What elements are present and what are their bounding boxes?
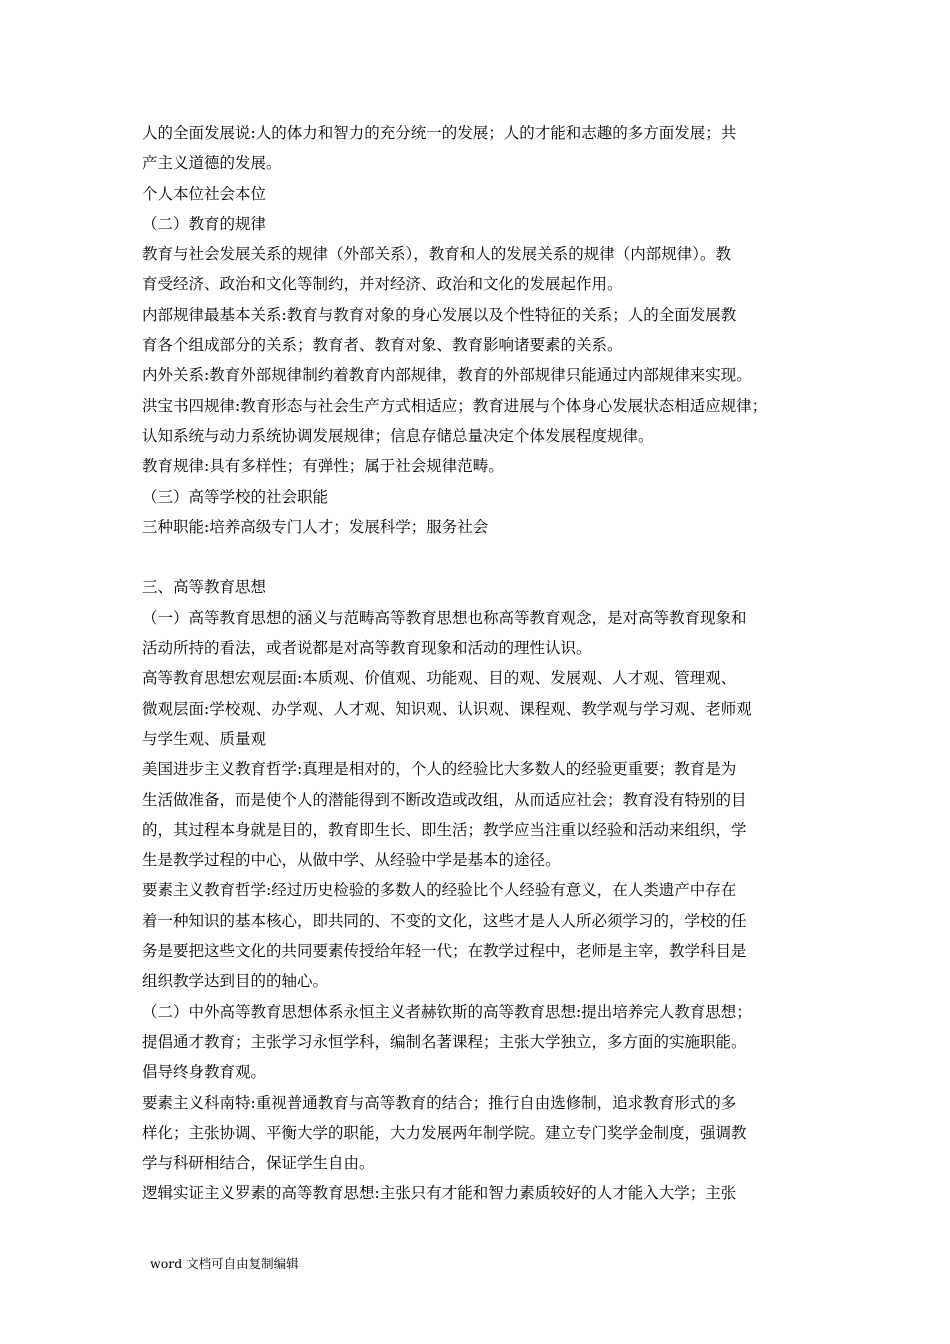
text-line: 着一种知识的基本核心，即共同的、不变的文化，这些才是人人所必须学习的，学校的任	[142, 911, 747, 930]
text-line: 美国进步主义教育哲学:真理是相对的，个人的经验比大多数人的经验更重要；教育是为	[142, 760, 737, 779]
text-line: 组织教学达到目的的轴心。	[142, 972, 329, 991]
text-line: 务是要把这些文化的共同要素传授给年轻一代；在教学过程中，老师是主宰，教学科目是	[142, 942, 747, 961]
text-line: （二）教育的规律	[142, 214, 267, 233]
text-line: 三种职能:培养高级专门人才；发展科学；服务社会	[142, 517, 489, 536]
text-line: 认知系统与动力系统协调发展规律；信息存储总量决定个体发展程度规律。	[142, 426, 654, 445]
text-line: 微观层面:学校观、办学观、人才观、知识观、认识观、课程观、教学观与学习观、老师观	[142, 699, 752, 718]
document-body	[142, 118, 822, 1209]
text-line: 洪宝书四规律:教育形态与社会生产方式相适应；教育进展与个体身心发展状态相适应规律；	[142, 396, 768, 415]
text-line: 高等教育思想宏观层面:本质观、价值观、功能观、目的观、发展观、人才观、管理观、	[142, 669, 737, 688]
text-line: 人的全面发展说:人的体力和智力的充分统一的发展；人的才能和志趣的多方面发展；共	[142, 124, 737, 142]
text-line: 育各个组成部分的关系；教育者、教育对象、教育影响诸要素的关系。	[142, 336, 623, 355]
text-line: 活动所持的看法，或者说都是对高等教育现象和活动的理性认识。	[142, 639, 592, 658]
text-line: 生活做准备，而是使个人的潜能得到不断改造或改组，从而适应社会；教育没有特别的目	[142, 790, 747, 809]
text-line: 三、高等教育思想	[142, 578, 267, 597]
text-line: 育受经济、政治和文化等制约，并对经济、政治和文化的发展起作用。	[142, 275, 623, 294]
text-line: 个人本位社会本位	[142, 184, 267, 203]
text-line: （一）高等教育思想的涵义与范畴高等教育思想也称高等教育观念，是对高等教育现象和	[142, 608, 747, 627]
text-line: 逻辑实证主义罗素的高等教育思想:主张只有才能和智力素质较好的人才能入大学；主张	[142, 1184, 737, 1203]
text-line: 与学生观、质量观	[142, 729, 267, 748]
text-line: （二）中外高等教育思想体系永恒主义者赫钦斯的高等教育思想:提出培养完人教育思想；	[142, 1002, 752, 1021]
text-line: 内外关系:教育外部规律制约着教育内部规律，教育的外部规律只能通过内部规律来实现。	[142, 366, 752, 385]
blank-line	[142, 542, 822, 572]
text-line: 教育规律:具有多样性；有弹性；属于社会规律范畴。	[142, 457, 504, 476]
text-line: 提倡通才教育；主张学习永恒学科，编制名著课程；主张大学独立，多方面的实施职能。	[142, 1032, 747, 1051]
text-line: 学与科研相结合，保证学生自由。	[142, 1154, 375, 1173]
text-line: 生是教学过程的中心，从做中学、从经验中学是基本的途径。	[142, 851, 561, 870]
page-footer: word 文档可自由复制编辑	[150, 1256, 299, 1271]
text-line: 要素主义科南特:重视普通教育与高等教育的结合；推行自由选修制，追求教育形式的多	[142, 1093, 737, 1112]
text-line: 产主义道德的发展。	[142, 154, 282, 173]
text-line: 样化；主张协调、平衡大学的职能，大力发展两年制学院。建立专门奖学金制度，强调教	[142, 1123, 747, 1142]
text-line: （三）高等学校的社会职能	[142, 487, 329, 506]
text-line: 要素主义教育哲学:经过历史检验的多数人的经验比个人经验有意义，在人类遗产中存在	[142, 881, 737, 900]
text-line: 内部规律最基本关系:教育与教育对象的身心发展以及个性特征的关系；人的全面发展教	[142, 305, 737, 324]
text-line: 的，其过程本身就是目的，教育即生长、即生活；教学应当注重以经验和活动来组织，学	[142, 820, 747, 839]
text-line: 教育与社会发展关系的规律（外部关系），教育和人的发展关系的规律（内部规律）。教	[142, 245, 732, 264]
text-line: 倡导终身教育观。	[142, 1063, 267, 1082]
